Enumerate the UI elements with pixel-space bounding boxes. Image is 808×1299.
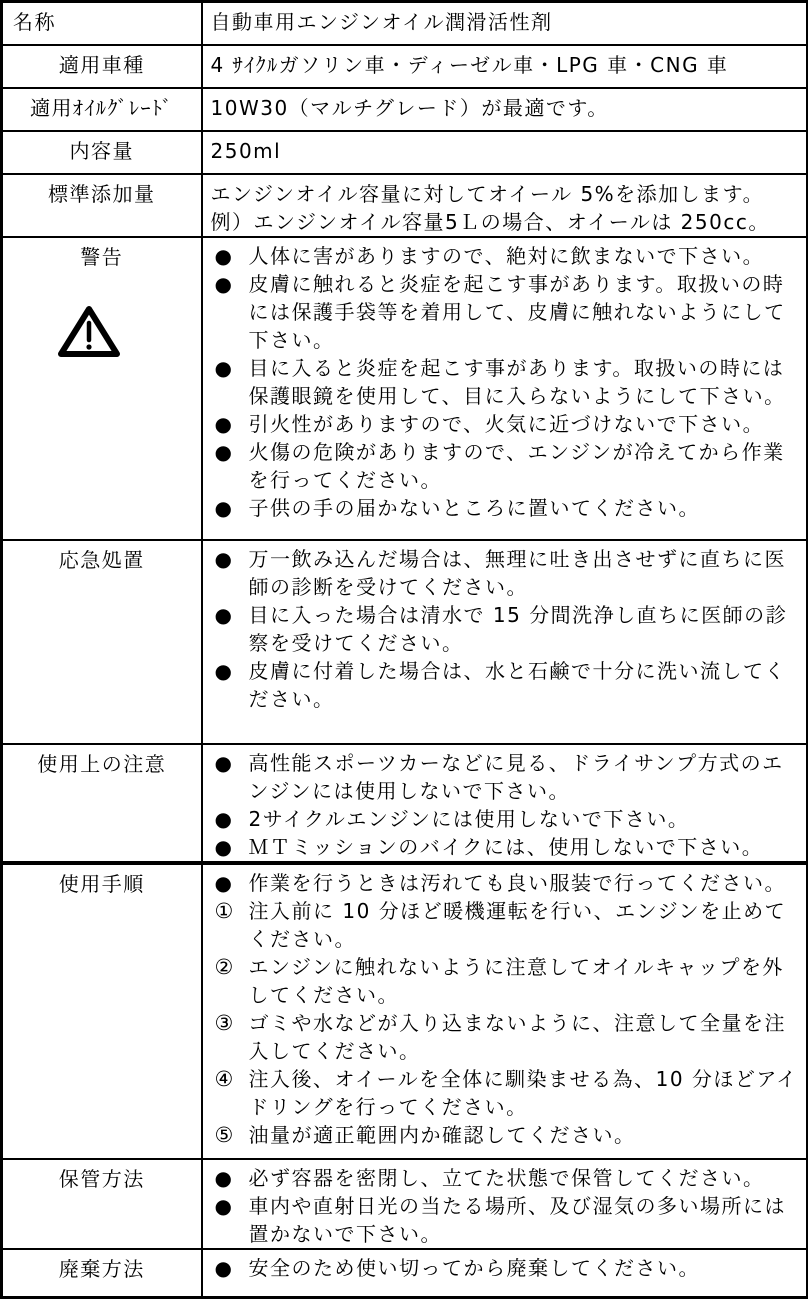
list-item [215, 1065, 805, 1121]
circled-number-5-icon: ⑤ [214, 1123, 234, 1147]
list-item [215, 869, 805, 897]
bullet-icon: ● [214, 871, 232, 895]
row-content-usage-notes [202, 744, 808, 863]
bullet-icon: ● [214, 547, 232, 571]
row-label-procedure: 使用手順 [2, 863, 202, 1159]
bullet-icon: ● [214, 244, 232, 268]
row-label-name: 名称 [2, 2, 202, 46]
bullet-icon: ● [214, 751, 232, 775]
row-content-storage [202, 1159, 808, 1249]
table-row-disposal [2, 1249, 808, 1298]
circled-number-1-icon: ① [214, 899, 234, 923]
table-row-volume [2, 131, 808, 174]
dosage-line-2: 例）エンジンオイル容量5Ｌの場合、オイールは 250cc。 [210, 210, 770, 234]
list-item [215, 242, 805, 270]
list-item [215, 953, 805, 1009]
warning-item-text: 人体に害がありますので、絶対に飲まないで下さい。 [248, 244, 765, 268]
oil-grade-text: 10W30（マルチグレード）が最適です。 [210, 96, 609, 120]
list-item [215, 805, 805, 833]
warning-item-text: 子供の手の届かないところに置いてください。 [248, 496, 700, 520]
list-item [215, 1192, 805, 1248]
warning-item-text: 皮膚に触れると炎症を起こす事があります。取扱いの時には保護手袋等を着用して、皮膚に触れないようにして下さい。 [248, 272, 786, 352]
dosage-line-1: エンジンオイル容量に対してオイール 5%を添加します。 [210, 182, 765, 206]
storage-item-text: 必ず容器を密閉し、立てた状態で保管してください。 [248, 1166, 765, 1190]
procedure-step-text: 油量が適正範囲内か確認してください。 [248, 1123, 636, 1147]
warning-item-text: 引火性がありますので、火気に近づけないで下さい。 [248, 412, 765, 436]
warning-item-text: 目に入ると炎症を起こす事があります。取扱いの時には保護眼鏡を使用して、目に入らないようにして下さい。 [248, 356, 786, 408]
procedure-step-text: エンジンに触れないように注意してオイルキャップを外してください。 [248, 955, 784, 1007]
usage-note-text: 2サイクルエンジンには使用しないで下さい。 [248, 807, 690, 831]
list-item [215, 545, 805, 601]
procedure-step-text: ゴミや水などが入り込まないように、注意して全量を注入してください。 [248, 1011, 786, 1063]
row-label-disposal: 廃棄方法 [2, 1249, 202, 1298]
row-content-warning [202, 237, 808, 540]
circled-number-4-icon: ④ [214, 1067, 234, 1091]
volume-text: 250ml [210, 139, 282, 163]
table-row-usage-notes [2, 744, 808, 863]
bullet-icon: ● [214, 1166, 232, 1190]
list-item [215, 657, 805, 713]
list-item [215, 410, 805, 438]
list-item [215, 1164, 805, 1192]
vehicles-text: 4 ｻｲｸﾙガソリン車・ディーゼル車・LPG 車・CNG 車 [210, 53, 729, 77]
list-item [215, 270, 805, 354]
table-row-oil-grade [2, 88, 808, 131]
bullet-icon: ● [214, 1194, 232, 1218]
list-item [215, 601, 805, 657]
row-content-vehicles [202, 45, 808, 88]
row-content-procedure [202, 863, 808, 1159]
row-label-warning [2, 237, 202, 540]
bullet-icon: ● [214, 835, 232, 859]
list-item [215, 749, 805, 805]
warning-triangle-icon [55, 304, 123, 360]
table-row-storage [2, 1159, 808, 1249]
row-content-oil-grade [202, 88, 808, 131]
row-label-vehicles: 適用車種 [2, 45, 202, 88]
first-aid-item-text: 目に入った場合は清水で 15 分間洗浄し直ちに医師の診察を受けてください。 [248, 603, 788, 655]
list-item [215, 833, 805, 861]
bullet-icon: ● [214, 412, 232, 436]
table-row-name [2, 2, 808, 46]
disposal-item-text: 安全のため使い切ってから廃棄してください。 [248, 1256, 700, 1280]
procedure-step-text: 注入前に 10 分ほど暖機運転を行い、エンジンを止めてください。 [248, 899, 787, 951]
procedure-step-text: 作業を行うときは汚れても良い服装で行ってください。 [248, 871, 786, 895]
list-item [215, 354, 805, 410]
bullet-icon: ● [214, 496, 232, 520]
list-item [215, 494, 805, 522]
table-row-procedure [2, 863, 808, 1159]
usage-note-text: 高性能スポーツカーなどに見る、ドライサンプ方式のエンジンには使用しないで下さい。 [248, 751, 784, 803]
row-label-storage: 保管方法 [2, 1159, 202, 1249]
row-content-volume [202, 131, 808, 174]
list-item [215, 1121, 805, 1149]
bullet-icon: ● [214, 603, 232, 627]
warning-label: 警告 [80, 245, 124, 269]
row-label-dosage: 標準添加量 [2, 174, 202, 237]
circled-number-3-icon: ③ [214, 1011, 234, 1035]
table-row-vehicles [2, 45, 808, 88]
first-aid-item-text: 万一飲み込んだ場合は、無理に吐き出させずに直ちに医師の診断を受けてください。 [248, 547, 786, 599]
circled-number-2-icon: ② [214, 955, 234, 979]
bullet-icon: ● [214, 440, 232, 464]
storage-item-text: 車内や直射日光の当たる場所、及び湿気の多い場所には置かないで下さい。 [248, 1194, 786, 1246]
bullet-icon: ● [214, 1256, 232, 1280]
table-row-dosage [2, 174, 808, 237]
usage-note-text: ＭＴミッションのバイクには、使用しないで下さい。 [248, 835, 764, 859]
list-item [215, 1254, 805, 1282]
row-content-first-aid [202, 540, 808, 744]
bullet-icon: ● [214, 807, 232, 831]
procedure-step-text: 注入後、オイールを全体に馴染ませる為、10 分ほどアイドリングを行ってください。 [248, 1067, 798, 1119]
product-name-text: 自動車用エンジンオイル潤滑活性剤 [210, 10, 553, 34]
row-content-disposal [202, 1249, 808, 1298]
warning-item-text: 火傷の危険がありますので、エンジンが冷えてから作業を行ってください。 [248, 440, 785, 492]
row-label-first-aid: 応急処置 [2, 540, 202, 744]
row-label-oil-grade: 適用ｵｲﾙｸﾞﾚｰﾄﾞ [2, 88, 202, 131]
row-content-name [202, 2, 808, 46]
list-item [215, 438, 805, 494]
table-row-warning [2, 237, 808, 540]
bullet-icon: ● [214, 659, 232, 683]
first-aid-item-text: 皮膚に付着した場合は、水と石鹸で十分に洗い流してください。 [248, 659, 786, 711]
row-label-usage-notes: 使用上の注意 [2, 744, 202, 863]
bullet-icon: ● [214, 356, 232, 380]
row-content-dosage [202, 174, 808, 237]
list-item [215, 897, 805, 953]
bullet-icon: ● [214, 272, 232, 296]
row-label-volume: 内容量 [2, 131, 202, 174]
list-item [215, 1009, 805, 1065]
table-row-first-aid [2, 540, 808, 744]
